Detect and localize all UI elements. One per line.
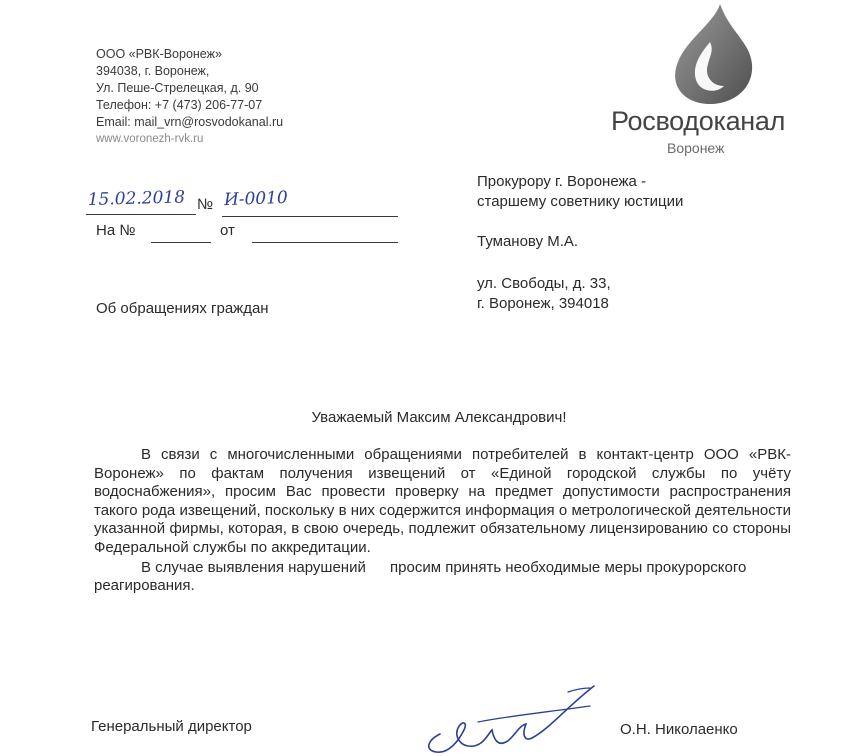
sender-street: Ул. Пеше-Стрелецкая, д. 90 [96, 81, 259, 95]
sender-phone: Телефон: +7 (473) 206-77-07 [96, 98, 263, 112]
body-paragraph-2-part1: В случае выявления нарушений [141, 558, 366, 576]
sender-company: ООО «РВК-Воронеж» [96, 47, 222, 61]
logo-name: Росводоканал [611, 106, 786, 136]
from-label: от [220, 222, 235, 239]
signatory-title: Генеральный директор [91, 718, 252, 735]
recipient-address1: ул. Свободы, д. 33, [477, 275, 611, 292]
body-paragraph-1: В связи с многочисленными обращениями потребителей в контакт-центр ООО «РВК-Воронеж» по фактам получения извещений от «Единой городской службы по учёту водоснабжения», просим Вас провести проверку на предмет допустимости распространения такого рода извещений, поскольку в них содержится информация о метрологической деятельности указанной фирмы, которая, в свою очередь, подлежит обязательному лицензированию со стороны Федеральной службы по аккредитации. [94, 446, 791, 556]
handwritten-date: 15.02.2018 [87, 187, 186, 210]
recipient-name: Туманову М.А. [477, 233, 579, 250]
reply-to-label: На № [96, 222, 136, 239]
body-paragraph-2-part2: просим принять необходимые меры прокурорского реагирования. [94, 558, 747, 595]
sender-website: www.voronezh-rvk.ru [96, 133, 204, 145]
handwritten-number: И-0010 [223, 187, 289, 211]
greeting: Уважаемый Максим Александрович! [311, 409, 567, 426]
date-underline [86, 214, 196, 215]
handwritten-signature [418, 676, 598, 756]
number-underline [222, 216, 398, 217]
signatory-name: О.Н. Николаенко [620, 721, 738, 738]
reply-number-line [151, 242, 211, 243]
recipient-address2: г. Воронеж, 394018 [477, 295, 609, 312]
subject: Об обращениях граждан [96, 300, 269, 317]
body-paragraph-2 [94, 559, 791, 596]
recipient-title [477, 172, 683, 212]
number-sign: № [197, 196, 214, 213]
reply-date-line [252, 242, 398, 243]
sender-email: Email: mail_vrn@rosvodokanal.ru [96, 115, 284, 129]
logo-city: Воронеж [667, 140, 725, 156]
water-drop-logo-icon [662, 2, 762, 106]
sender-city: 394038, г. Воронеж, [96, 64, 210, 78]
recipient-address [477, 274, 611, 314]
recipient-line2: старшему советнику юстиции [477, 193, 684, 210]
recipient-line1: Прокурору г. Воронежа - [477, 173, 647, 190]
sender-block [96, 46, 283, 148]
letter-body [94, 446, 791, 596]
